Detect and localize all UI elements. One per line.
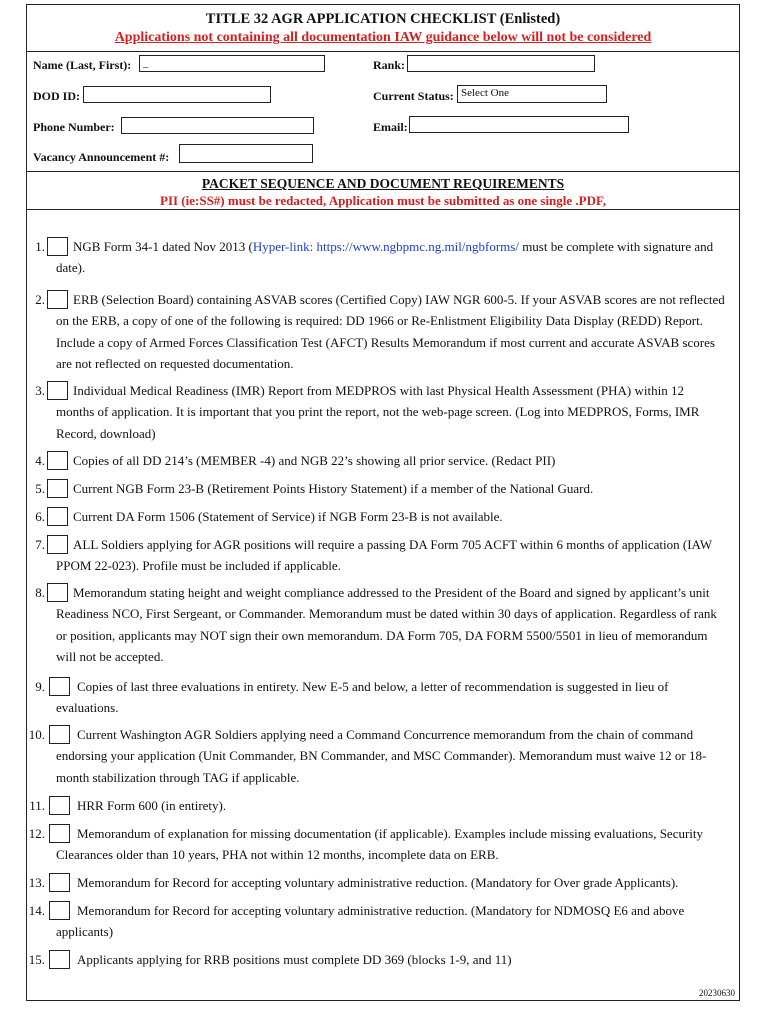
item-number: 8. [35,585,45,600]
rank-label: Rank: [373,58,406,72]
packet-header-section [27,172,739,210]
item-number: 15. [28,952,45,967]
packet-heading: PACKET SEQUENCE AND DOCUMENT REQUIREMENTS [201,176,565,191]
current-status-label: Current Status: [373,89,454,103]
item-text-start: NGB Form 34-1 dated Nov 2013 ( [73,239,253,254]
vacancy-announcement-label: Vacancy Announcement #: [33,150,170,164]
form-title: TITLE 32 AGR APPLICATION CHECKLIST (Enlisted) [205,11,561,27]
item-text-end: must be complete with signature and date). [56,239,714,276]
item-text: Copies of last three evaluations in entirety. New E-5 and below, a letter of recommendation is suggested in lieu of evaluations. [56,679,669,716]
item-number: 6. [35,509,45,524]
item-text: Copies of all DD 214’s (MEMBER -4) and NGB 22’s showing all prior service. (Redact PII) [73,453,556,468]
divider [27,51,739,52]
item-text: ALL Soldiers applying for AGR positions will require a passing DA Form 705 ACFT within 6 months of application (IAW PPOM 22-023). Profile must be included if applicable. [56,537,712,574]
phone-number-field[interactable] [121,117,314,134]
item-number: 5. [35,481,45,496]
vacancy-announcement-field[interactable] [179,144,313,163]
dod-id-field[interactable] [83,86,271,103]
item-text: Individual Medical Readiness (IMR) Report from MEDPROS with last Physical Health Assessment (PHA) within 12 months of application. It is important that you print the report, not the web-page screen. (Log into MEDPROS, Forms, IMR Record, download) [56,383,700,441]
item-number: 14. [28,903,45,918]
item-text: ERB (Selection Board) containing ASVAB scores (Certified Copy) IAW NGR 600-5. If your ASVAB scores are not reflected on the ERB, a copy of one of the following is required: DD 1966 or Re-Enlistment Eligibility Data Display (REDD) Report. Include a copy of Armed Forces Classification Test (AFCT) Results Memorandum if most current and accurate ASVAB scores are not reflected on requested documentation. [56,292,725,371]
item-number: 12. [28,826,45,841]
item-number: 2. [35,292,45,307]
form-revision-date: 20230630 [699,988,735,998]
name-field[interactable]: _ [139,55,325,72]
ngb-forms-hyperlink[interactable]: Hyper-link: https://www.ngbpmc.ng.mil/ngbforms/ [252,239,519,254]
item-number: 4. [35,453,45,468]
item-text: Applicants applying for RRB positions must complete DD 369 (blocks 1-9, and 11) [77,952,512,967]
item-number: 3. [35,383,45,398]
item-text [56,236,725,279]
item-number: 1. [35,239,45,254]
name-label: Name (Last, First): [33,58,132,72]
item-number: 10. [28,727,45,742]
item-text: Current DA Form 1506 (Statement of Service) if NGB Form 23-B is not available. [73,509,503,524]
dod-id-label: DOD ID: [33,89,80,103]
rank-field[interactable] [407,55,595,72]
item-number: 7. [35,537,45,552]
warning-banner: Applications not containing all documentation IAW guidance below will not be considered [114,30,652,45]
item-number: 9. [35,679,45,694]
item-text: Current Washington AGR Soldiers applying need a Command Concurrence memorandum from the chain of command endorsing your application (Unit Commander, BN Commander, and MSC Commander). Memorandum must waive 12 or 18-month stabilization through TAG if applicable. [56,727,707,785]
item-text: Memorandum for Record for accepting voluntary administrative reduction. (Mandatory for NDMOSQ E6 and above applicants) [56,903,685,940]
pii-notice: PII (ie:SS#) must be redacted, Application must be submitted as one single .PDF, [160,193,606,208]
item-text: Memorandum of explanation for missing documentation (if applicable). Examples include missing evaluations, Security Clearances older than 10 years, PHA not within 12 months, incomplete data on ERB. [56,826,704,863]
phone-number-label: Phone Number: [33,120,115,134]
item-text: Memorandum for Record for accepting voluntary administrative reduction. (Mandatory for Over grade Applicants). [77,875,679,890]
item-number: 11. [29,798,45,813]
checklist-form [26,4,740,1001]
item-number: 13. [28,875,45,890]
email-label: Email: [373,120,408,134]
item-text: Memorandum stating height and weight compliance addressed to the President of the Board and signed by applicant’s unit Readiness NCO, First Sergeant, or Commander. Memorandum must be dated within 30 days of application. Regardless of rank or position, applicants may NOT sign their own memorandum. DA Form 705, DA FORM 5500/5501 in lieu of memorandum will not be accepted. [56,585,717,664]
applicant-info-section [27,5,739,172]
current-status-select[interactable]: Select One [457,85,607,103]
item-text: Current NGB Form 23-B (Retirement Points History Statement) if a member of the National Guard. [73,481,594,496]
item-text: HRR Form 600 (in entirety). [77,798,227,813]
email-field[interactable] [409,116,629,133]
